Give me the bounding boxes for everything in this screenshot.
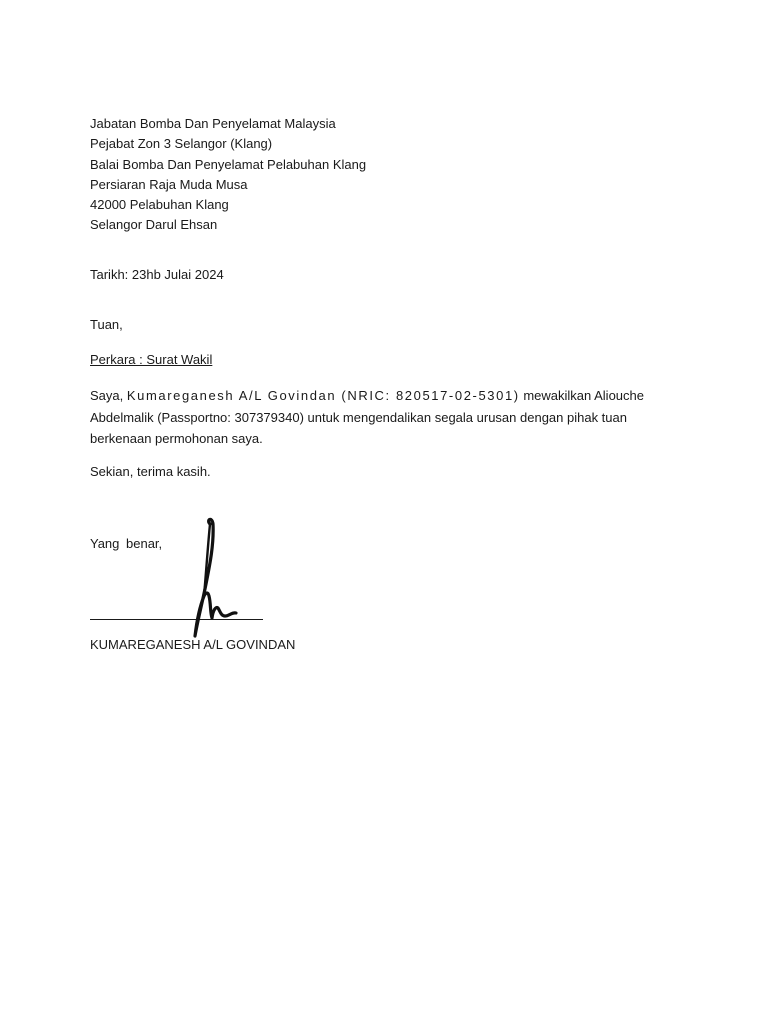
- signer-name: KUMAREGANESH A/L GOVINDAN: [90, 637, 296, 652]
- letter-date: Tarikh: 23hb Julai 2024: [90, 267, 224, 282]
- address-line: Balai Bomba Dan Penyelamat Pelabuhan Klang: [90, 156, 367, 172]
- letter-body: [90, 385, 665, 450]
- address-line: Jabatan Bomba Dan Penyelamat Malaysia: [90, 116, 336, 131]
- body-name-nric: Kumareganesh A/L Govindan (NRIC: 820517-02-5301): [126, 388, 520, 403]
- body-prefix: Saya,: [90, 388, 127, 403]
- recipient-address: [90, 114, 366, 236]
- body-rest: mewakilkan Aliouche Abdelmalik (Passportno: 307379340) untuk mengendalikan segala urusan dengan pihak tuan berkenaan permohonan saya.: [90, 388, 644, 446]
- closing-thanks: Sekian, terima kasih.: [90, 464, 211, 479]
- salutation: Tuan,: [90, 317, 123, 332]
- address-line: Pejabat Zon 3 Selangor (Klang): [90, 136, 273, 152]
- address-line: Persiaran Raja Muda Musa: [90, 176, 248, 192]
- letter-subject: Perkara : Surat Wakil: [90, 352, 213, 367]
- address-line: Selangor Darul Ehsan: [90, 217, 218, 233]
- closing-yours: Yang benar,: [90, 536, 163, 551]
- handwritten-signature-icon: [180, 514, 250, 644]
- address-line: 42000 Pelabuhan Klang: [90, 197, 229, 213]
